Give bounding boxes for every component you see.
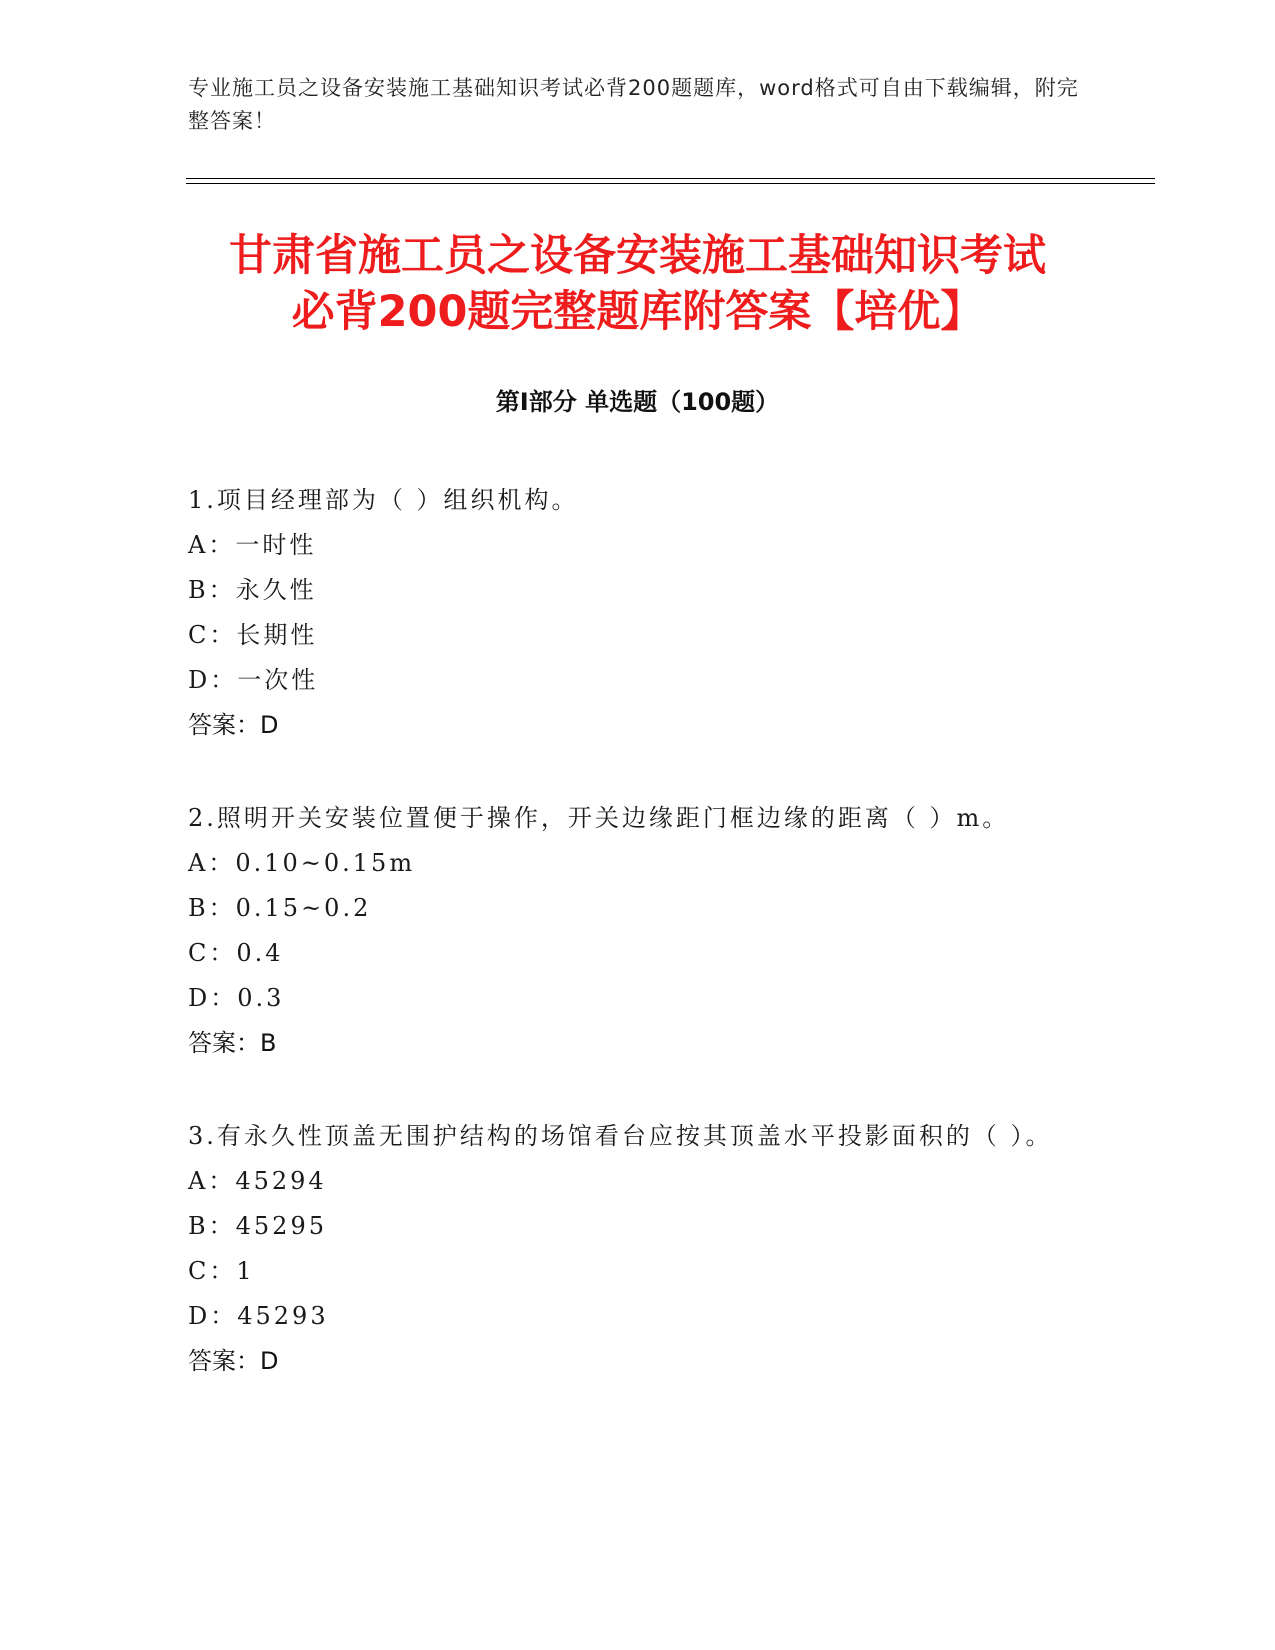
title-line-2: 必背200题完整题库附答案【培优】 (291, 287, 984, 337)
answer: 答案：D (188, 1347, 279, 1375)
question-2 (188, 796, 1088, 1066)
option-a: A：0.10~0.15m (188, 849, 416, 877)
header-divider-top (186, 178, 1155, 179)
option-a: A：一时性 (188, 531, 317, 559)
option-b: B：0.15~0.2 (188, 894, 372, 922)
question-text: 1.项目经理部为（ ）组织机构。 (188, 486, 579, 514)
question-3 (188, 1114, 1088, 1384)
question-1 (188, 478, 1088, 748)
answer: 答案：B (188, 1029, 277, 1057)
question-text: 3.有永久性顶盖无围护结构的场馆看台应按其顶盖水平投影面积的（ ）。 (188, 1122, 1053, 1150)
header-divider-bottom (186, 183, 1155, 184)
header-note: 专业施工员之设备安装施工基础知识考试必背200题题库，word格式可自由下载编辑，附完整答案！ (188, 76, 1079, 133)
option-d: D：45293 (188, 1302, 329, 1330)
option-d: D：一次性 (188, 666, 319, 694)
option-a: A：45294 (188, 1167, 327, 1195)
title-line-1: 甘肃省施工员之设备安装施工基础知识考试 (229, 231, 1046, 281)
option-d: D：0.3 (188, 984, 285, 1012)
document-title (150, 228, 1125, 340)
question-text: 2.照明开关安装位置便于操作，开关边缘距门框边缘的距离（ ）m。 (188, 804, 1010, 832)
option-c: C：0.4 (188, 939, 284, 967)
option-c: C：1 (188, 1257, 255, 1285)
option-b: B：永久性 (188, 576, 317, 604)
option-b: B：45295 (188, 1212, 327, 1240)
answer: 答案：D (188, 711, 279, 739)
option-c: C：长期性 (188, 621, 318, 649)
section-title: 第Ⅰ部分 单选题（100题） (495, 388, 780, 416)
